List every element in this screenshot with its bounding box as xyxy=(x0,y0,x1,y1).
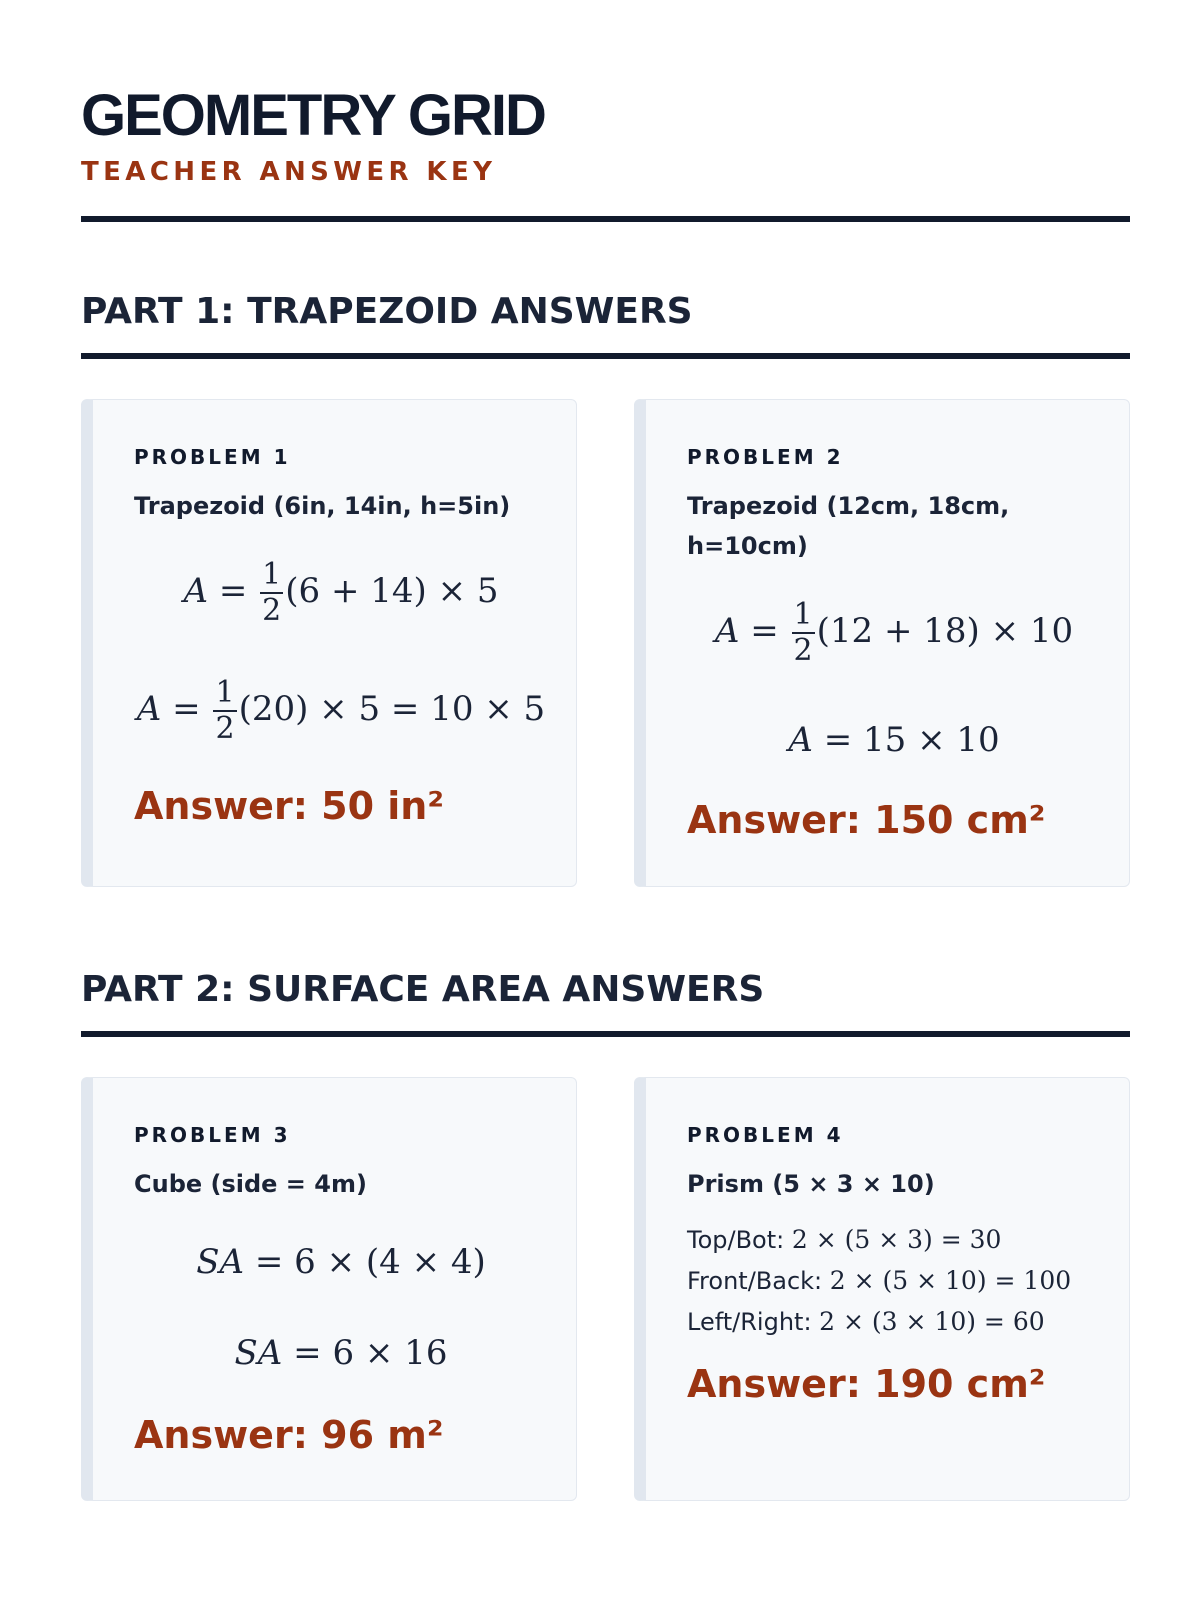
answer-text: Answer: 96 m² xyxy=(134,1413,444,1457)
problem-card-3 xyxy=(81,1077,577,1501)
answer-text: Answer: 150 cm² xyxy=(687,798,1046,842)
face-math: 2 × (5 × 3) = 30 xyxy=(791,1225,1002,1254)
section-heading-part-2: PART 2: SURFACE AREA ANSWERS xyxy=(81,969,765,1010)
problem-label: PROBLEM 1 xyxy=(134,445,291,469)
equation-lhs: A = xyxy=(714,611,779,651)
document-subtitle: TEACHER ANSWER KEY xyxy=(81,157,497,187)
equation-rhs: (20) × 5 = 10 × 5 xyxy=(238,689,546,729)
fraction-numerator: 1 xyxy=(793,597,813,632)
fraction-denominator: 2 xyxy=(793,633,813,668)
problem-card-1 xyxy=(81,399,577,887)
equation-rhs: (6 + 14) × 5 xyxy=(285,571,499,611)
equation-step-2 xyxy=(646,720,1142,760)
answer-text: Answer: 190 cm² xyxy=(687,1362,1046,1406)
fraction-numerator: 1 xyxy=(262,557,282,592)
header-rule xyxy=(81,216,1130,222)
problem-description: Trapezoid (12cm, 18cm, h=10cm) xyxy=(687,492,1010,560)
equation-step-1 xyxy=(93,1242,589,1282)
fraction xyxy=(792,598,815,668)
fraction-numerator: 1 xyxy=(215,675,235,710)
face-name: Top/Bot: xyxy=(687,1226,785,1254)
equation-rhs: 15 × 10 xyxy=(863,720,1000,760)
answer-text: Answer: 50 in² xyxy=(134,784,444,828)
problem-description: Trapezoid (6in, 14in, h=5in) xyxy=(134,492,511,520)
problem-description: Cube (side = 4m) xyxy=(134,1170,367,1198)
equation-lhs: SA = xyxy=(234,1333,322,1373)
section-rule-part-2 xyxy=(81,1031,1130,1037)
document-title: GEOMETRY GRID xyxy=(81,83,545,148)
equation-rhs: 6 × 16 xyxy=(332,1333,448,1373)
problem-label: PROBLEM 4 xyxy=(687,1123,844,1147)
problem-card-4 xyxy=(634,1077,1130,1501)
problem-label: PROBLEM 3 xyxy=(134,1123,291,1147)
face-area-line xyxy=(687,1307,1045,1337)
fraction xyxy=(260,558,283,628)
equation-rhs: 6 × (4 × 4) xyxy=(294,1242,486,1282)
fraction-denominator: 2 xyxy=(215,711,235,746)
section-heading-part-1: PART 1: TRAPEZOID ANSWERS xyxy=(81,291,693,332)
face-math: 2 × (5 × 10) = 100 xyxy=(829,1266,1072,1295)
equation-lhs: A = xyxy=(183,571,248,611)
section-rule-part-1 xyxy=(81,353,1130,359)
equation-step-1 xyxy=(646,598,1142,668)
face-math: 2 × (3 × 10) = 60 xyxy=(819,1307,1045,1336)
face-name: Left/Right: xyxy=(687,1308,812,1336)
face-area-line xyxy=(687,1266,1071,1296)
equation-step-1 xyxy=(93,558,589,628)
fraction xyxy=(213,676,236,746)
face-area-line xyxy=(687,1225,1001,1255)
fraction-denominator: 2 xyxy=(262,593,282,628)
equation-lhs: A = xyxy=(136,689,201,729)
equation-rhs: (12 + 18) × 10 xyxy=(816,611,1074,651)
face-name: Front/Back: xyxy=(687,1267,823,1295)
problem-description: Prism (5 × 3 × 10) xyxy=(687,1170,935,1198)
problem-card-2 xyxy=(634,399,1130,887)
equation-step-2 xyxy=(93,1333,589,1373)
equation-lhs: A = xyxy=(788,720,853,760)
equation-step-2 xyxy=(93,676,589,746)
problem-label: PROBLEM 2 xyxy=(687,445,844,469)
equation-lhs: SA = xyxy=(196,1242,284,1282)
